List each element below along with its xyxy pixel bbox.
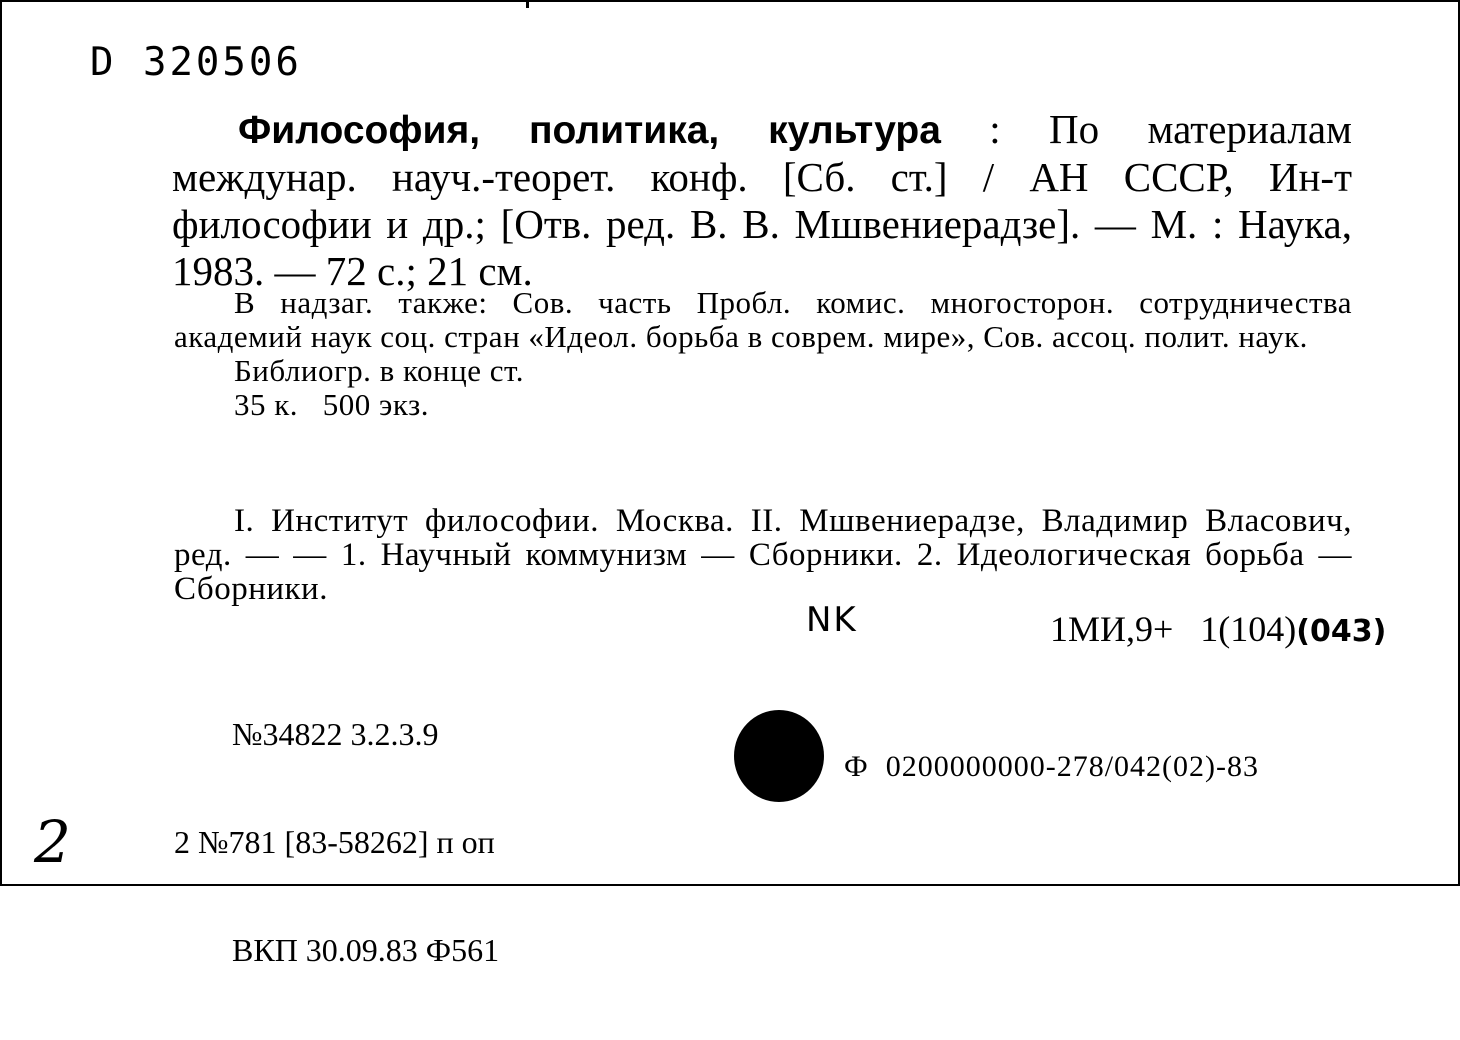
note-header: В надзаг. также: Сов. часть Пробл. комис. многосторон. сотрудничества академий наук соц. стран «Идеол. борьба в соврем. мире», Сов. ассоц. полит. наук. bbox=[174, 285, 1352, 354]
tracings: I. Институт философии. Москва. II. Мшвениерадзе, Владимир Власович, ред. — — 1. Научный коммунизм — Сборники. 2. Идеологическая борьба — Сборники. bbox=[174, 503, 1352, 607]
collection-mark: NK bbox=[806, 600, 858, 640]
description-body: : По материалам междунар. науч.-теорет. конф. [Сб. ст.] / АН СССР, Ин-т философии и др.; [Отв. ред. В. В. Мшвениерадзе]. — М. : Наука, 1983. — 72 с.; 21 см. bbox=[172, 106, 1352, 294]
shelf-mark: D 320506 bbox=[90, 40, 302, 85]
register-line-1: №34822 3.2.3.9 bbox=[232, 716, 439, 752]
book-title: Философия, политика, культура bbox=[238, 109, 941, 152]
price-code: Ф 0200000000-278/042(02)-83 bbox=[844, 750, 1259, 783]
punch-hole bbox=[734, 710, 824, 802]
note-price-run: 35 к. 500 экз. bbox=[234, 387, 430, 422]
registration-block bbox=[174, 644, 499, 1040]
register-line-3: ВКП 30.09.83 Ф561 bbox=[232, 932, 500, 968]
bibliographic-description bbox=[172, 106, 1352, 295]
top-edge-mark bbox=[526, 2, 529, 8]
classification-handwritten: (043) bbox=[1296, 614, 1387, 649]
notes-block bbox=[174, 286, 1352, 422]
note-bibliography: Библиогр. в конце ст. bbox=[234, 353, 524, 388]
handwritten-number: 2 bbox=[34, 808, 71, 876]
classification-index bbox=[1050, 608, 1386, 650]
classification-printed: 1МИ,9+ 1(104) bbox=[1050, 609, 1297, 649]
register-line-2: 2 №781 [83-58262] п оп bbox=[174, 824, 495, 860]
